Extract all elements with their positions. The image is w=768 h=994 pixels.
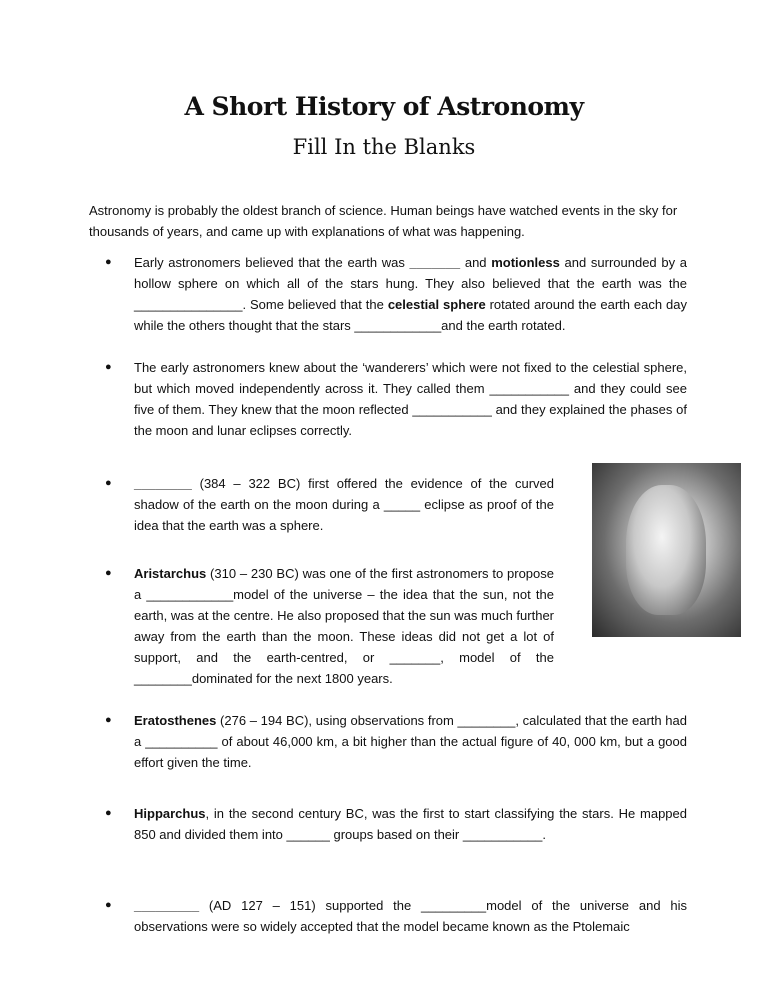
- bullet-icon: ●: [105, 714, 112, 726]
- text-segment: (310 – 230 BC) was one of the first astronomers to propose a ____________model of the universe – the idea that the sun, not the earth, was at the centre. He also proposed that the sun was much further away from the earth than the moon. These ideas did not get a lot of support, and the earth-centred, or _______, model of the ________dominated for the next 1800 years.: [134, 566, 554, 686]
- bullet-text: [134, 252, 687, 336]
- bust-face: [626, 485, 706, 615]
- text-segment: The early astronomers knew about the ‘wanderers’ which were not fixed to the celestial sphere, but which moved independently across it. They called them ___________ and they could see five of them. They knew that the moon reflected ___________ and they explained the phases of the moon and lunar eclipses correctly.: [134, 360, 687, 438]
- text-segment: and: [460, 255, 492, 270]
- text-segment: (384 – 322 BC) first offered the evidence of the curved shadow of the earth on the moon during a _____ eclipse as proof of the idea that the earth was a sphere.: [134, 476, 554, 533]
- bullet-text: [134, 710, 687, 773]
- bullet-icon: ●: [105, 256, 112, 268]
- page-title: A Short History of Astronomy: [184, 92, 584, 121]
- text-segment: rotated around the earth each day while the others thought that the stars ____________and the earth rotated.: [134, 297, 688, 333]
- bullet-icon: ●: [105, 567, 112, 579]
- bold-text: Hipparchus: [134, 806, 206, 821]
- bullet-text: [134, 357, 687, 441]
- bullet-icon: ●: [105, 899, 112, 911]
- text-segment: , in the second century BC, was the first to start classifying the stars. He mapped 850 and divided them into ______ groups based on their ___________.: [134, 806, 687, 842]
- text-segment: and surrounded by a hollow sphere on which all of the stars hung. They also believed that the earth was the _______________. Some believed that the: [134, 255, 687, 312]
- bullet-icon: ●: [105, 477, 112, 489]
- bullet-text: [134, 473, 554, 536]
- aristotle-bust-image: [592, 463, 741, 637]
- bold-text: Eratosthenes: [134, 713, 217, 728]
- bold-text: Aristarchus: [134, 566, 207, 581]
- bold-text: celestial sphere: [387, 297, 486, 312]
- bullet-text: [134, 563, 554, 689]
- bold-text: _______: [409, 255, 461, 270]
- page-subtitle: Fill In the Blanks: [292, 135, 476, 159]
- bold-text: _________: [134, 898, 200, 913]
- text-segment: Early astronomers believed that the earth was: [134, 255, 410, 270]
- text-segment: (AD 127 – 151) supported the _________model of the universe and his observations were so widely accepted that the model became known as the Ptolemaic: [134, 898, 687, 934]
- bold-text: ________: [134, 476, 192, 491]
- bullet-icon: ●: [105, 361, 112, 373]
- bullet-text: [134, 895, 687, 937]
- intro-paragraph: Astronomy is probably the oldest branch of science. Human beings have watched events in the sky for thousands of years, and came up with explanations of what was happening.: [89, 203, 678, 239]
- text-segment: (276 – 194 BC), using observations from ________, calculated that the earth had a __________ of about 46,000 km, a bit higher than the actual figure of 40, 000 km, but a good effort given the time.: [134, 713, 687, 770]
- bullet-text: [134, 803, 687, 845]
- bold-text: motionless: [491, 255, 560, 270]
- bullet-icon: ●: [105, 807, 112, 819]
